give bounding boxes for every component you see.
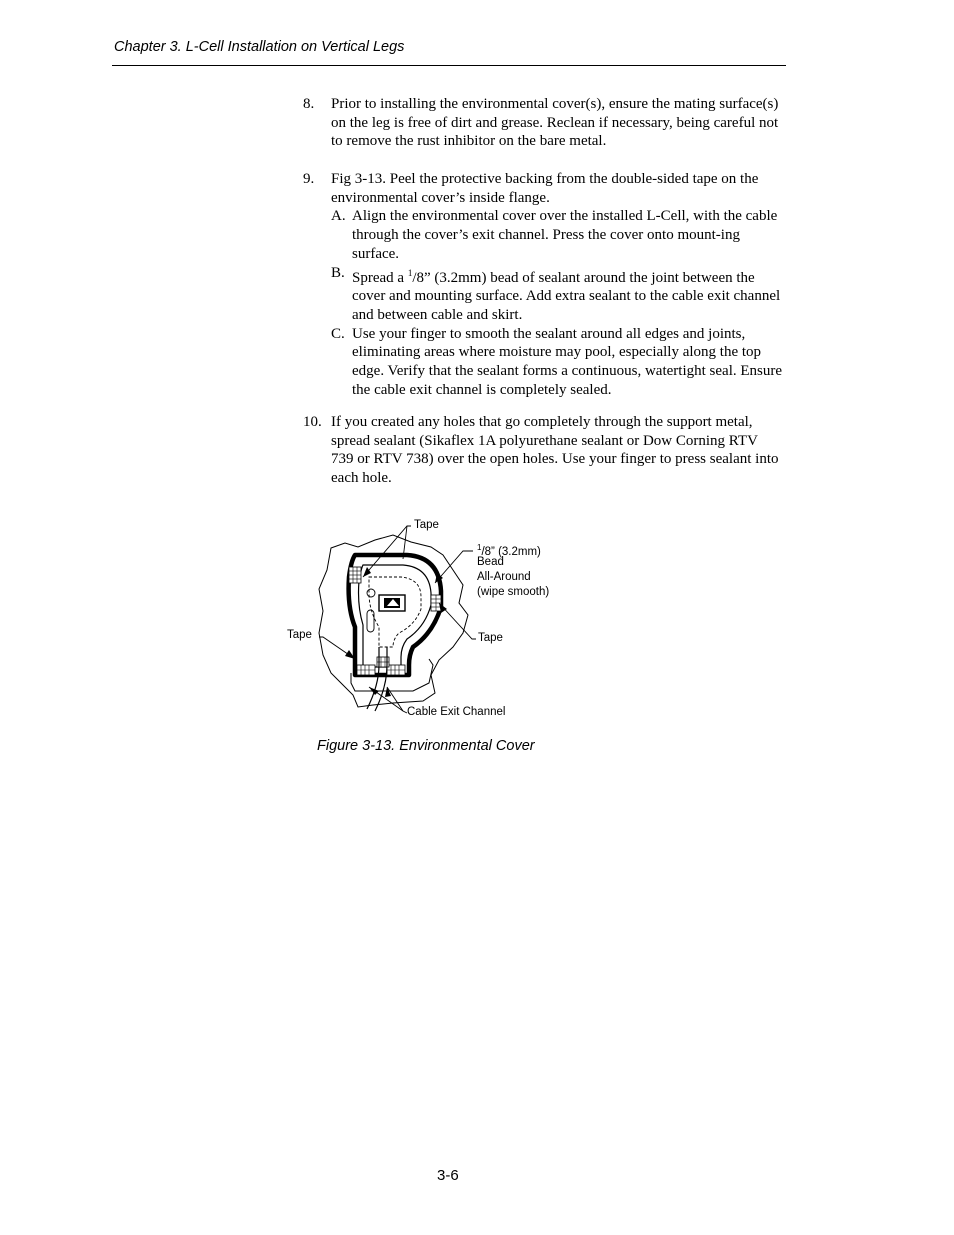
step-text: If you created any holes that go completely through the support metal, spread sealant (Sikaflex 1A polyurethane sealant or Dow Corning RTV 739 or RTV 738) over the open holes. Use your finger to press sealant into each hole. <box>331 414 779 487</box>
step-text: Prior to installing the environmental cover(s), ensure the mating surface(s) on the leg is free of dirt and grease. Reclean if necessary, being careful not to remove the rust inhibitor on the bare metal. <box>331 96 779 150</box>
substep-text-end: /8” (3.2mm) bead of sealant around the joint between the cover and mounting surface. Add extra sealant to the cable exit channel and between cable and skirt. <box>352 269 781 323</box>
substep-letter: C. <box>331 325 345 342</box>
substep-letter: A. <box>331 208 346 225</box>
bead-label-line2: Bead <box>477 556 504 568</box>
substep-c <box>331 325 783 400</box>
tape-label-right: Tape <box>478 632 503 644</box>
cable-exit-channel-label: Cable Exit Channel <box>407 706 506 718</box>
tape-label-top: Tape <box>414 519 439 531</box>
substep-text <box>352 264 783 325</box>
page-number: 3-6 <box>437 1167 459 1184</box>
step-number: 10. <box>303 414 322 430</box>
substep-letter: B. <box>331 264 345 281</box>
fraction-numerator: 1 <box>407 267 413 278</box>
figure-caption: Figure 3-13. Environmental Cover <box>317 738 535 754</box>
step-number: 8. <box>303 96 315 112</box>
step-text: Fig 3-13. Peel the protective backing from the double-sided tape on the environmental cover’s inside flange. <box>331 171 759 206</box>
substep-a <box>331 207 783 263</box>
running-header: Chapter 3. L-Cell Installation on Vertical Legs <box>114 39 405 55</box>
header-rule <box>112 65 786 66</box>
substep-text: Align the environmental cover over the installed L-Cell, with the cable through the cover’s exit channel. Press the cover onto mount-ing surface. <box>352 208 778 262</box>
step-8 <box>303 95 783 151</box>
tape-label-left: Tape <box>287 629 312 641</box>
step-number: 9. <box>303 171 315 187</box>
substep-b <box>331 264 783 325</box>
environmental-cover-figure <box>283 515 573 725</box>
substep-text-start: Spread a <box>352 269 408 286</box>
bead-label-line4: (wipe smooth) <box>477 586 550 598</box>
substep-text: Use your finger to smooth the sealant around all edges and joints, eliminating areas where moisture may pool, especially along the top edge. Verify that the sealant forms a continuous, watertight seal. Ensure the cable exit channel is completely sealed. <box>352 325 783 398</box>
bead-label-rest: /8” (3.2mm) <box>481 546 541 558</box>
bead-label-line3: All-Around <box>477 571 531 583</box>
step-10 <box>303 413 783 488</box>
step-9 <box>303 170 783 399</box>
bead-fraction-numerator: 1 <box>477 543 482 552</box>
